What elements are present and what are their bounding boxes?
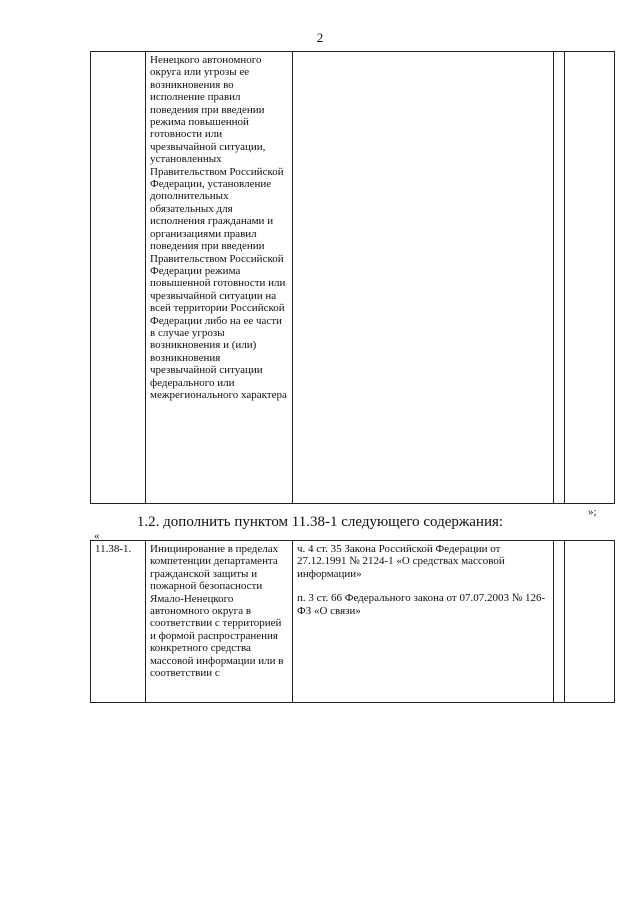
new-item-table bbox=[90, 540, 615, 703]
table-row bbox=[91, 541, 615, 703]
legal-basis-paragraph: ч. 4 ст. 35 Закона Российской Федерации от 27.12.1991 № 2124-1 «О средствах массовой информации» bbox=[297, 543, 505, 580]
opening-quote-mark: « bbox=[94, 530, 100, 542]
section-heading: 1.2. дополнить пунктом 11.38-1 следующего содержания: bbox=[136, 514, 504, 530]
table-cell-number bbox=[91, 52, 146, 504]
table-cell-description: Инициирование в пределах компетенции департамента гражданской защиты и пожарной безопасности Ямало-Ненецкого автономного округа в соответствии с территорией и формой распространения конкретного средства массовой информации или в соответствии с bbox=[146, 541, 293, 703]
table-cell-narrow bbox=[554, 541, 565, 703]
table-cell-last bbox=[565, 541, 615, 703]
table-cell-last bbox=[565, 52, 615, 504]
closing-quote-mark: »; bbox=[588, 506, 597, 518]
legal-basis-paragraph: п. 3 ст. 66 Федерального закона от 07.07.2003 № 126-ФЗ «О связи» bbox=[297, 592, 546, 617]
table-cell-legal-basis bbox=[293, 541, 554, 703]
table-cell-description: Ненецкого автономного округа или угрозы ее возникновения во исполнение правил поведения при введении режима повышенной готовности или чрезвычайной ситуации, установленных Правительством Российской Федерации, установление дополнительных обязательных для исполнения гражданами и организациями правил поведения при введении Правительством Российской Федерации режима повышенной готовности или чрезвычайной ситуации на всей территории Российской Федерации либо на ее части в случае угрозы возникновения и (или) возникновения чрезвычайной ситуации федерального или межрегионального характера bbox=[146, 52, 293, 504]
page-number: 2 bbox=[316, 30, 324, 45]
table-row bbox=[91, 52, 615, 504]
table-cell-number: 11.38-1. bbox=[91, 541, 146, 703]
continued-table bbox=[90, 51, 615, 504]
table-cell-narrow bbox=[554, 52, 565, 504]
table-cell-legal-basis bbox=[293, 52, 554, 504]
